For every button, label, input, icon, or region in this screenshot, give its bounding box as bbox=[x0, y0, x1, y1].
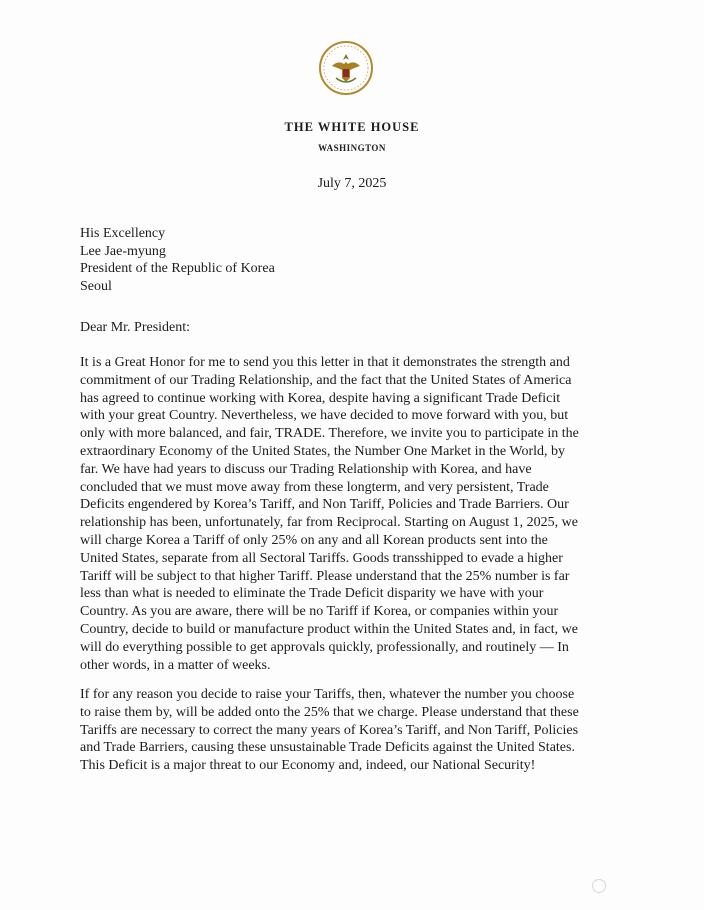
text-line: This Deficit is a major threat to our Economy and, indeed, our National Security! bbox=[80, 758, 536, 774]
text-line: will do everything possible to get approvals quickly, professionally, and routinely — In bbox=[80, 639, 569, 655]
letter-date: July 7, 2025 bbox=[317, 176, 387, 191]
text-line: only with more balanced, and fair, TRADE. Therefore, we invite you to participate in the bbox=[80, 426, 579, 442]
letterhead-org: THE WHITE HOUSE bbox=[284, 120, 420, 134]
text-line: far. We have had years to discuss our Trading Relationship with Korea, and have bbox=[80, 461, 532, 477]
text-line: commitment of our Trading Relationship, and the fact that the United States of America bbox=[80, 372, 572, 388]
text-line: less than what is needed to eliminate the Trade Deficit disparity we have with your bbox=[80, 586, 544, 602]
body-paragraph-1 bbox=[80, 354, 640, 674]
text-line: extraordinary Economy of the United States, the Number One Market in the World, by bbox=[80, 443, 565, 459]
text-line: Tariffs are necessary to correct the many years of Korea’s Tariff, and Non Tariff, Policies bbox=[80, 722, 579, 738]
text-line: Country, decide to build or manufacture product within the United States and, in fact, we bbox=[80, 621, 578, 637]
text-line: Tariff will be subject to that higher Tariff. Please understand that the 25% number is far bbox=[80, 568, 570, 584]
watermark bbox=[592, 879, 692, 895]
text-line: to raise them by, will be added onto the 25% that we charge. Please understand that these bbox=[80, 704, 579, 720]
watermark-logo-icon bbox=[592, 879, 606, 893]
text-line: will charge Korea a Tariff of only 25% on any and all Korean products sent into the bbox=[80, 532, 548, 548]
text-line: has agreed to continue working with Korea, despite having a significant Trade Deficit bbox=[80, 390, 561, 406]
presidential-seal-icon bbox=[318, 40, 374, 96]
text-line: Country. As you are aware, there will be no Tariff if Korea, or companies within your bbox=[80, 604, 559, 620]
text-line: Deficits engendered by Korea’s Tariff, and Non Tariff, Policies and Trade Barriers. Our bbox=[80, 497, 569, 513]
text-line: It is a Great Honor for me to send you this letter in that it demonstrates the strength and bbox=[80, 355, 570, 370]
text-line: with your great Country. Nevertheless, we have decided to move forward with you, but bbox=[80, 408, 569, 424]
address-line: His Excellency bbox=[80, 226, 166, 241]
address-line: President of the Republic of Korea bbox=[80, 261, 275, 276]
salutation: Dear Mr. President: bbox=[80, 320, 191, 335]
text-line: concluded that we must move away from these longterm, and very persistent, Trade bbox=[80, 479, 549, 495]
recipient-address bbox=[80, 225, 275, 295]
address-line: Seoul bbox=[80, 278, 112, 294]
address-line: Lee Jae-myung bbox=[80, 243, 166, 259]
text-line: relationship has been, unfortunately, far from Reciprocal. Starting on August 1, 2025, we bbox=[80, 515, 578, 531]
text-line: other words, in a matter of weeks. bbox=[80, 657, 271, 673]
body-paragraph-2 bbox=[80, 686, 640, 775]
text-line: United States, separate from all Sectoral Tariffs. Goods transshipped to evade a higher bbox=[80, 550, 563, 566]
text-line: and Trade Barriers, causing these unsustainable Trade Deficits against the United States. bbox=[80, 740, 575, 756]
letterhead-city: WASHINGTON bbox=[318, 143, 386, 153]
text-line: If for any reason you decide to raise your Tariffs, then, whatever the number you choose bbox=[80, 687, 575, 702]
